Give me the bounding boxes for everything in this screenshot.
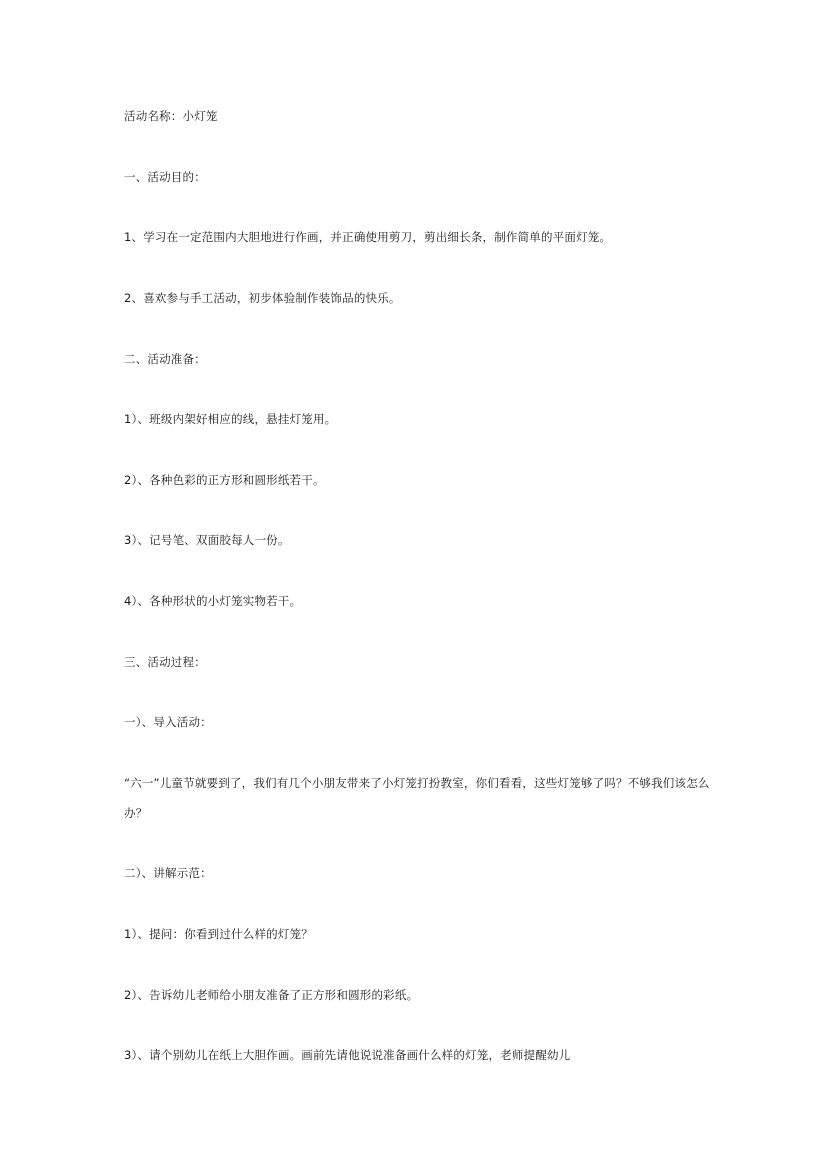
prep-item-4: 4）、各种形状的小灯笼实物若干。: [124, 594, 302, 608]
step-heading-demo: 二）、讲解示范：: [124, 866, 212, 880]
section-heading-preparation: 二、活动准备：: [124, 352, 206, 366]
section-heading-process: 三、活动过程：: [124, 655, 206, 669]
demo-item-3: 3）、请个别幼儿在纸上大胆作画。画前先请他说说准备画什么样的灯笼，老师提醒幼儿: [124, 1048, 571, 1062]
demo-item-1: 1）、提问：你看到过什么样的灯笼？: [124, 927, 313, 941]
goal-item-2: 2、喜欢参与手工活动，初步体验制作装饰品的快乐。: [124, 291, 401, 305]
prep-item-3: 3）、记号笔、双面胶每人一份。: [124, 533, 290, 547]
demo-item-2: 2）、告诉幼儿老师给小朋友准备了正方形和圆形的彩纸。: [124, 988, 419, 1002]
document-title: 活动名称：小灯笼: [124, 109, 218, 123]
step-heading-intro: 一）、导入活动：: [124, 715, 212, 729]
prep-item-2: 2）、各种色彩的正方形和圆形纸若干。: [124, 473, 325, 487]
section-heading-goals: 一、活动目的：: [124, 170, 206, 184]
prep-item-1: 1）、班级内架好相应的线，悬挂灯笼用。: [124, 412, 337, 426]
step-intro-text: “六一”儿童节就要到了，我们有几个小朋友带来了小灯笼打扮教室，你们看看，这些灯笼够了吗？不够我们该怎么办？: [124, 776, 710, 820]
goal-item-1: 1、学习在一定范围内大胆地进行作画，并正确使用剪刀，剪出细长条，制作简单的平面灯笼。: [124, 230, 612, 244]
